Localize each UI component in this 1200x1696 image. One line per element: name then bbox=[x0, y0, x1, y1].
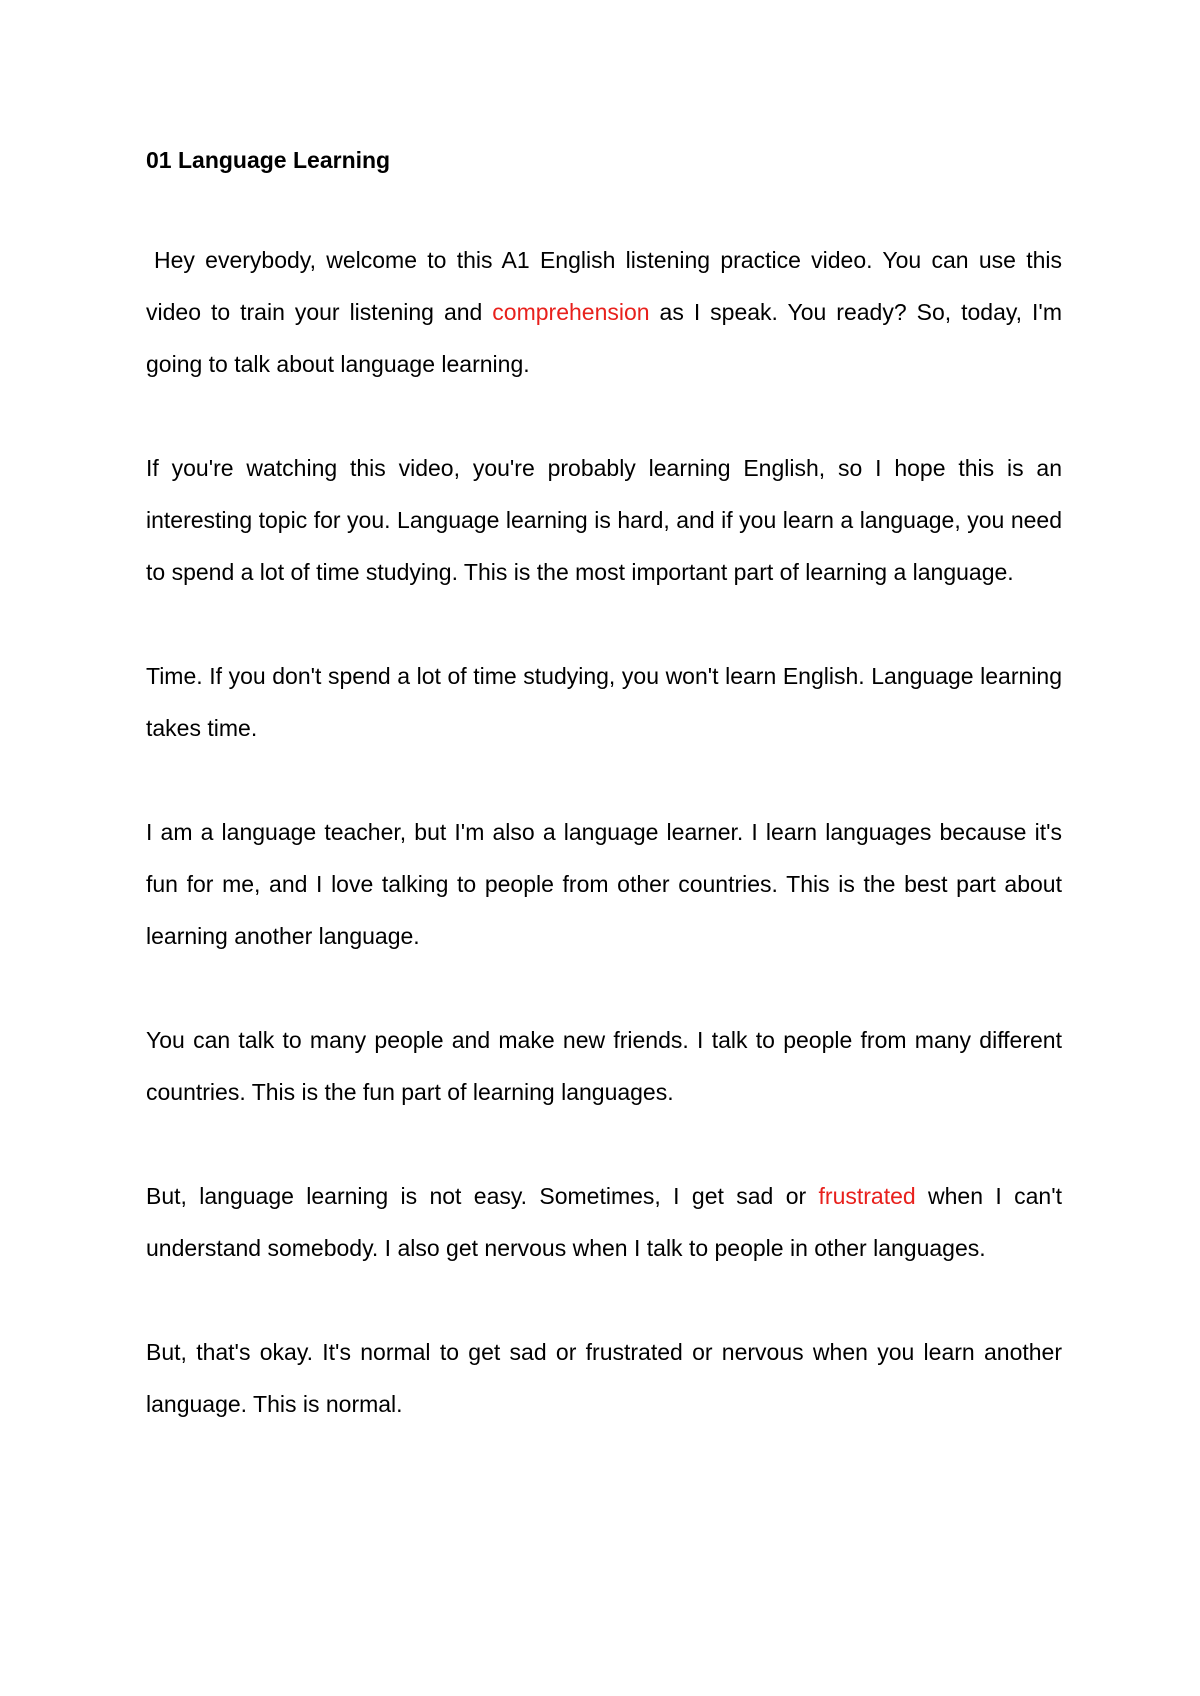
paragraph-3: Time. If you don't spend a lot of time studying, you won't learn English. Language learning takes time. bbox=[146, 663, 1062, 741]
paragraph-5: You can talk to many people and make new friends. I talk to people from many different countries. This is the fun part of learning languages. bbox=[146, 1027, 1062, 1105]
paragraph-1-text-a: Hey everybody, welcome to this A1 English listening practice video. You can use this video to train your listening and bbox=[146, 247, 1062, 325]
paragraph-7: But, that's okay. It's normal to get sad or frustrated or nervous when you learn another language. This is normal. bbox=[146, 1339, 1062, 1417]
document-title: 01 Language Learning bbox=[146, 147, 391, 173]
paragraph-6 bbox=[146, 1170, 1062, 1274]
highlighted-word-frustrated: frustrated bbox=[818, 1183, 916, 1209]
paragraph-1 bbox=[146, 234, 1062, 390]
paragraph-4: I am a language teacher, but I'm also a language learner. I learn languages because it's fun for me, and I love talking to people from other countries. This is the best part about learning another language. bbox=[146, 819, 1062, 949]
paragraph-1-text-b: as I speak. You ready? So, today, I'm going to talk about language learning. bbox=[146, 299, 1062, 377]
highlighted-word-comprehension: comprehension bbox=[492, 299, 650, 325]
paragraph-6-text-b: when I can't understand somebody. I also get nervous when I talk to people in other languages. bbox=[146, 1183, 1062, 1261]
paragraph-6-text-a: But, language learning is not easy. Sometimes, I get sad or bbox=[146, 1183, 819, 1209]
document-body bbox=[146, 144, 1062, 1482]
paragraph-2: If you're watching this video, you're probably learning English, so I hope this is an interesting topic for you. Language learning is hard, and if you learn a language, you need to spend a lot of time studying. This is the most important part of learning a language. bbox=[146, 455, 1062, 585]
